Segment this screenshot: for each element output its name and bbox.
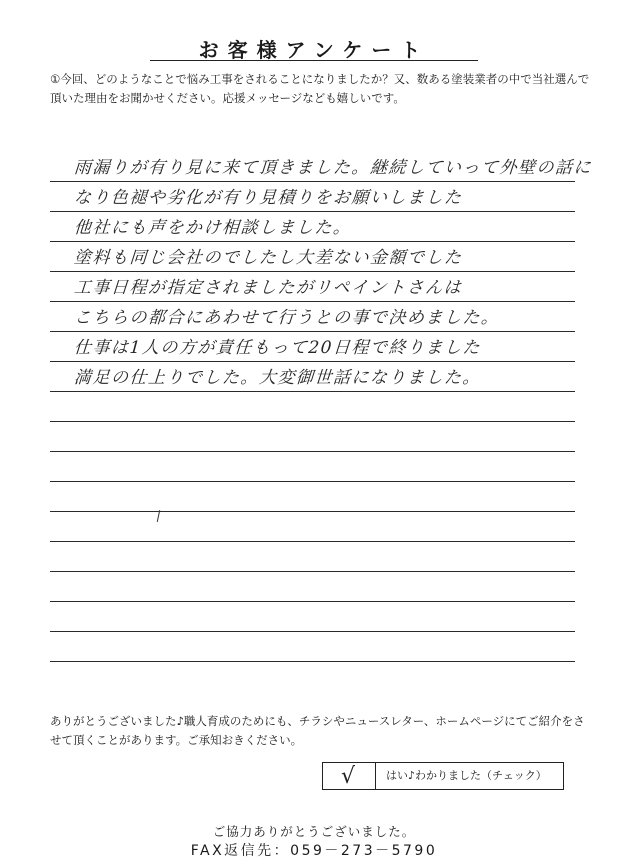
rule-line bbox=[50, 361, 575, 362]
rule-line bbox=[50, 601, 575, 602]
handwritten-line-7: 仕事は1人の方が責任もって20日程で終りました bbox=[73, 338, 482, 358]
rule-line bbox=[50, 271, 575, 272]
rule-line bbox=[50, 451, 575, 452]
consent-text: ありがとうございました♪職人育成のためにも、チラシやニュースレター、ホームページにてご紹介をさせて頂くことがあります。ご承知おきください。 bbox=[50, 714, 585, 747]
handwritten-line-5: 工事日程が指定されましたがリペイントさんは bbox=[73, 278, 463, 298]
handwritten-line-8: 満足の仕上りでした。大変御世話になりました。 bbox=[73, 368, 482, 388]
rule-line bbox=[50, 211, 575, 212]
footer-thanks: ご協力ありがとうございました。 bbox=[212, 824, 416, 839]
fax-number: FAX返信先：059－273－5790 bbox=[190, 843, 438, 859]
handwritten-line-1: 雨漏りが有り見に来て頂きました。継続していって外壁の話に bbox=[73, 158, 593, 178]
check-mark-icon: √ bbox=[341, 764, 356, 789]
rule-line bbox=[50, 301, 575, 302]
form-title: お客様アンケート bbox=[198, 38, 430, 62]
rule-line bbox=[50, 331, 575, 332]
title-underline bbox=[150, 60, 478, 61]
consent-label: はい♪わかりました（チェック） bbox=[386, 769, 547, 782]
rule-line bbox=[50, 241, 575, 242]
handwritten-line-2: なり色褪や劣化が有り見積りをお願いしました bbox=[73, 188, 464, 208]
rule-line bbox=[50, 631, 575, 632]
rule-line bbox=[50, 391, 575, 392]
check-cell[interactable] bbox=[323, 763, 376, 789]
handwritten-line-3: 他社にも声をかけ相談しました。 bbox=[73, 218, 353, 238]
rule-line bbox=[50, 481, 575, 482]
question-text: ①今回、どのようなことで悩み工事をされることになりましたか？又、数ある塗装業者の中で当社選んで頂いた理由をお聞かせください。応援メッセージなども嬉しいです。 bbox=[50, 72, 590, 105]
rule-line bbox=[50, 661, 575, 662]
rule-line bbox=[50, 421, 575, 422]
rule-line bbox=[50, 511, 575, 512]
rule-line bbox=[50, 541, 575, 542]
rule-line bbox=[50, 571, 575, 572]
handwritten-line-6: こちらの都合にあわせて行うとの事で決めました。 bbox=[73, 308, 501, 328]
consent-checkbox[interactable] bbox=[322, 762, 564, 790]
handwritten-line-4: 塗料も同じ会社のでしたし大差ない金額でした bbox=[73, 248, 464, 268]
rule-line bbox=[50, 181, 575, 182]
